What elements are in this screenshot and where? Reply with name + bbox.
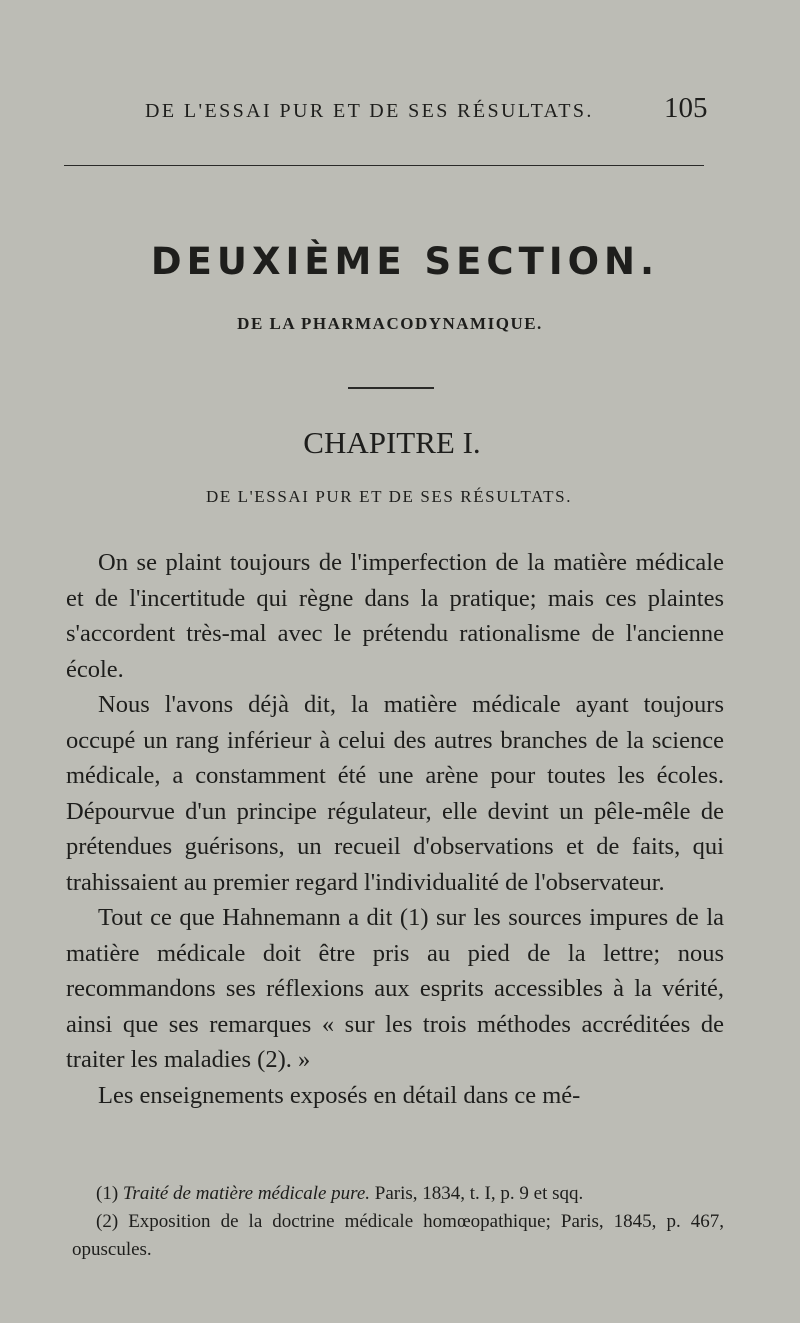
body-text [66,545,724,1113]
header-rule [64,165,704,166]
chapter-subtitle: DE L'ESSAI PUR ET DE SES RÉSULTATS. [205,487,573,506]
paragraph: Tout ce que Hahnemann a dit (1) sur les sources impures de la matière médicale doit être pris au pied de la lettre; nous recommandons ses réflexions aux esprits accessibles à la vérité, ainsi que ses remarques « sur les trois méthodes accréditées de traiter les maladies (2). » [66,904,724,1073]
paragraph: Nous l'avons déjà dit, la matière médicale ayant toujours occupé un rang inférieur à celui des autres branches de la science médicale, a constamment été une arène pour toutes les écoles. Dépourvue d'un principe régulateur, elle devint un pêle-mêle de prétendues guérisons, un recueil d'observations et de faits, qui trahissaient au premier regard l'individualité de l'observateur. [66,691,724,896]
footnote [72,1180,724,1208]
running-header [0,92,800,132]
chapter-title: CHAPITRE I. [303,425,481,460]
footnote-title: Traité de matière médicale pure. [122,1183,371,1204]
section-divider [348,387,434,389]
footnote-marker: (2) [96,1211,119,1232]
running-title: DE L'ESSAI PUR ET DE SES RÉSULTATS. [145,100,594,122]
paragraph: Les enseignements exposés en détail dans ce mé- [98,1081,581,1109]
footnote-text: Paris, 1834, t. I, p. 9 et sqq. [370,1183,584,1204]
paragraph: On se plaint toujours de l'imperfection de la matière médicale et de l'incertitude qui règne dans la pratique; mais ces plaintes s'accordent très-mal avec le prétendu rationalisme de l'ancienne école. [66,549,724,683]
footnotes [72,1180,724,1264]
section-subtitle: DE LA PHARMACODYNAMIQUE. [237,314,543,333]
footnote-marker: (1) [96,1183,119,1204]
page-number: 105 [664,92,708,124]
section-title: DEUXIÈME SECTION. [150,240,660,283]
footnote-text: Exposition de la doctrine médicale homœopathique; Paris, 1845, p. 467, opuscules. [72,1211,725,1260]
footnote [72,1208,724,1264]
